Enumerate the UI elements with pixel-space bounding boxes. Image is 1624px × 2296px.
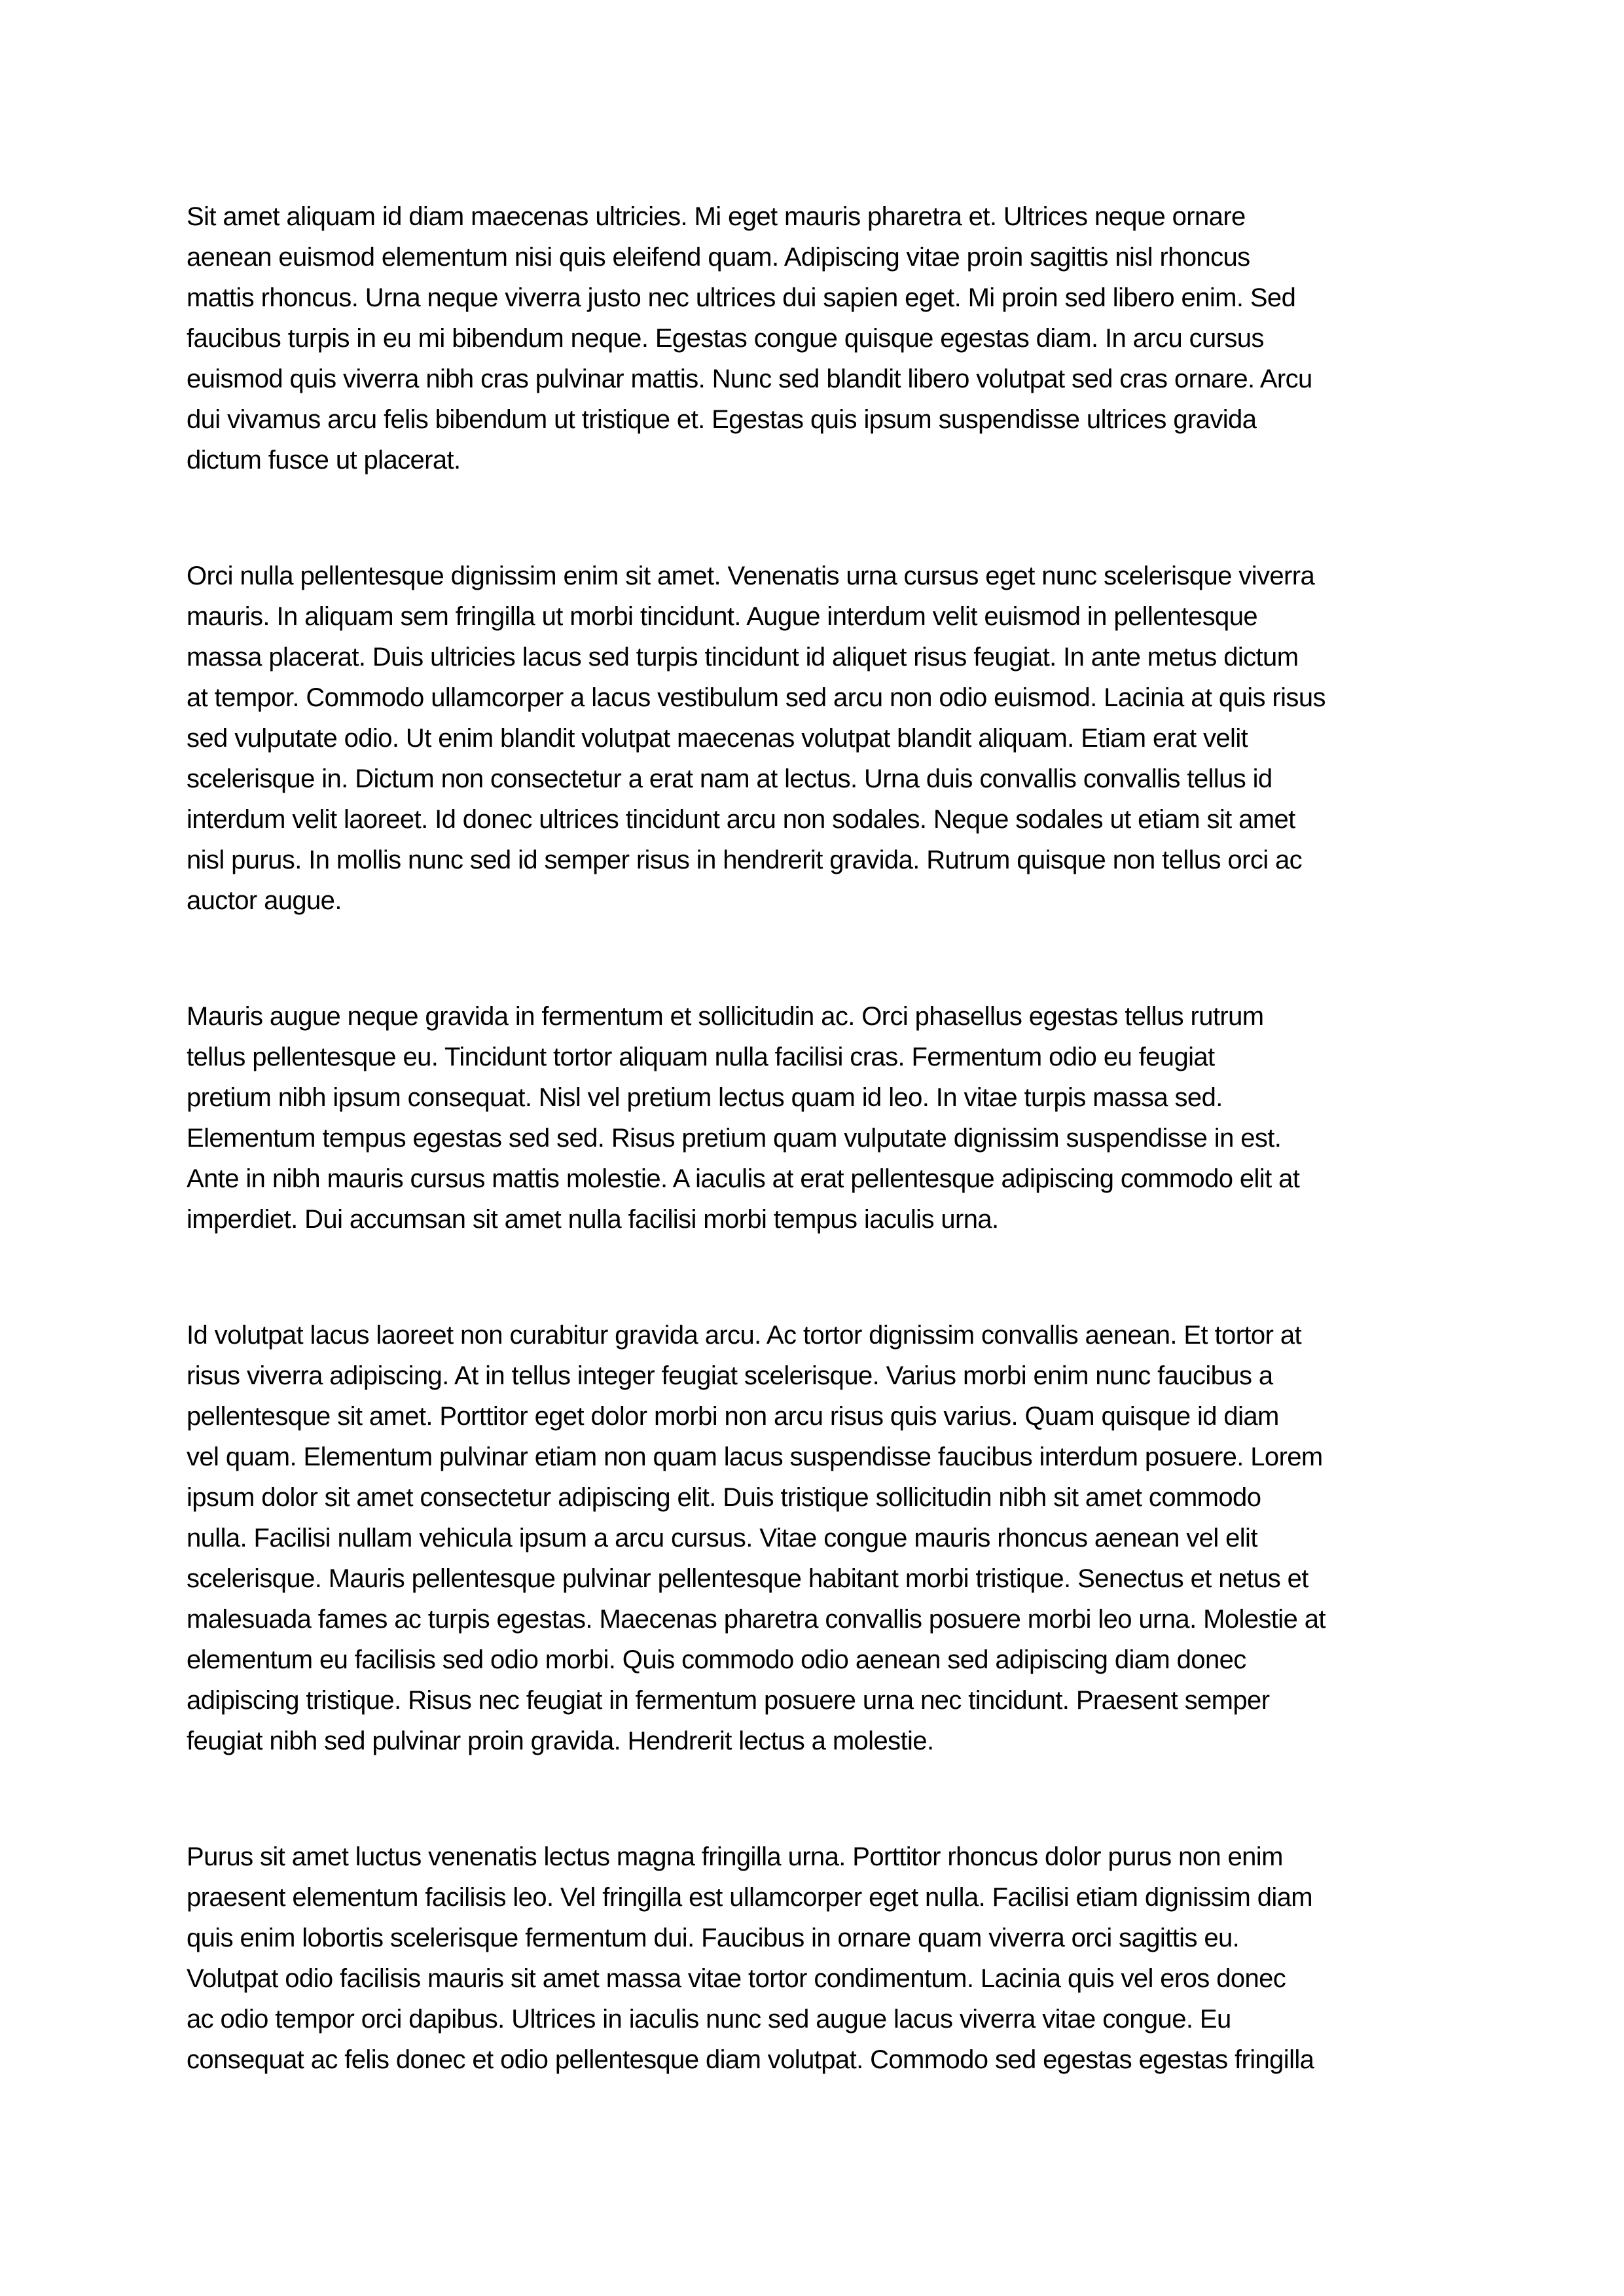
text-line: vel quam. Elementum pulvinar etiam non quam lacus suspendisse faucibus interdum posuere. Lorem [187,1443,1323,1471]
text-line: tellus pellentesque eu. Tincidunt tortor aliquam nulla facilisi cras. Fermentum odio eu feugiat [187,1043,1215,1071]
text-line: pellentesque sit amet. Porttitor eget dolor morbi non arcu risus quis varius. Quam quisque id diam [187,1402,1279,1431]
text-line: imperdiet. Dui accumsan sit amet nulla facilisi morbi tempus iaculis urna. [187,1205,999,1234]
document-body [187,196,1441,2080]
text-line: feugiat nibh sed pulvinar proin gravida. Hendrerit lectus a molestie. [187,1727,934,1755]
text-line: euismod quis viverra nibh cras pulvinar mattis. Nunc sed blandit libero volutpat sed cras ornare. Arcu [187,365,1312,393]
text-line: ac odio tempor orci dapibus. Ultrices in iaculis nunc sed augue lacus viverra vitae congue. Eu [187,2005,1231,2034]
paragraph [187,556,1441,921]
text-line: risus viverra adipiscing. At in tellus integer feugiat scelerisque. Varius morbi enim nunc faucibus a [187,1361,1273,1390]
text-line: scelerisque in. Dictum non consectetur a erat nam at lectus. Urna duis convallis convallis tellus id [187,764,1272,793]
text-line: ipsum dolor sit amet consectetur adipiscing elit. Duis tristique sollicitudin nibh sit amet commodo [187,1483,1261,1512]
text-line: massa placerat. Duis ultricies lacus sed turpis tincidunt id aliquet risus feugiat. In ante metus dictum [187,643,1299,672]
text-line: nulla. Facilisi nullam vehicula ipsum a arcu cursus. Vitae congue mauris rhoncus aenean vel elit [187,1524,1257,1552]
text-line: Elementum tempus egestas sed sed. Risus pretium quam vulputate dignissim suspendisse in est. [187,1124,1282,1153]
text-line: at tempor. Commodo ullamcorper a lacus vestibulum sed arcu non odio euismod. Lacinia at quis risus [187,683,1326,712]
text-line: aenean euismod elementum nisi quis eleifend quam. Adipiscing vitae proin sagittis nisl rhoncus [187,243,1250,272]
text-line: faucibus turpis in eu mi bibendum neque. Egestas congue quisque egestas diam. In arcu cursus [187,324,1264,353]
text-line: Id volutpat lacus laoreet non curabitur gravida arcu. Ac tortor dignissim convallis aenean. Et tortor at [187,1321,1301,1350]
text-line: consequat ac felis donec et odio pellentesque diam volutpat. Commodo sed egestas egestas fringilla [187,2045,1314,2074]
text-line: dictum fusce ut placerat. [187,446,461,475]
text-line: dui vivamus arcu felis bibendum ut tristique et. Egestas quis ipsum suspendisse ultrices gravida [187,405,1257,434]
text-line: Orci nulla pellentesque dignissim enim sit amet. Venenatis urna cursus eget nunc scelerisque viverra [187,562,1315,590]
text-line: Volutpat odio facilisis mauris sit amet massa vitae tortor condimentum. Lacinia quis vel eros donec [187,1964,1286,1993]
text-line: adipiscing tristique. Risus nec feugiat in fermentum posuere urna nec tincidunt. Praesent semper [187,1686,1270,1715]
paragraph [187,196,1441,480]
text-line: elementum eu facilisis sed odio morbi. Quis commodo odio aenean sed adipiscing diam donec [187,1645,1246,1674]
paragraph [187,1837,1441,2080]
text-line: scelerisque. Mauris pellentesque pulvinar pellentesque habitant morbi tristique. Senectus et netus et [187,1564,1308,1593]
text-line: praesent elementum facilisis leo. Vel fringilla est ullamcorper eget nulla. Facilisi etiam dignissim diam [187,1883,1312,1912]
text-line: nisl purus. In mollis nunc sed id semper risus in hendrerit gravida. Rutrum quisque non tellus orci ac [187,846,1303,874]
text-line: mauris. In aliquam sem fringilla ut morbi tincidunt. Augue interdum velit euismod in pellentesque [187,602,1258,631]
text-line: Ante in nibh mauris cursus mattis molestie. A iaculis at erat pellentesque adipiscing commodo elit at [187,1164,1300,1193]
text-line: mattis rhoncus. Urna neque viverra justo nec ultrices dui sapien eget. Mi proin sed libero enim. Sed [187,283,1296,312]
text-line: Mauris augue neque gravida in fermentum et sollicitudin ac. Orci phasellus egestas tellus rutrum [187,1002,1264,1031]
text-line: interdum velit laoreet. Id donec ultrices tincidunt arcu non sodales. Neque sodales ut etiam sit amet [187,805,1295,834]
text-line: sed vulputate odio. Ut enim blandit volutpat maecenas volutpat blandit aliquam. Etiam erat velit [187,724,1248,753]
paragraph [187,1315,1441,1761]
text-line: auctor augue. [187,886,342,915]
paragraph [187,996,1441,1240]
text-line: pretium nibh ipsum consequat. Nisl vel pretium lectus quam id leo. In vitae turpis massa sed. [187,1083,1223,1112]
text-line: quis enim lobortis scelerisque fermentum dui. Faucibus in ornare quam viverra orci sagittis eu. [187,1924,1240,1952]
text-line: Sit amet aliquam id diam maecenas ultricies. Mi eget mauris pharetra et. Ultrices neque ornare [187,202,1246,231]
text-line: malesuada fames ac turpis egestas. Maecenas pharetra convallis posuere morbi leo urna. Molestie at [187,1605,1326,1634]
text-line: Purus sit amet luctus venenatis lectus magna fringilla urna. Porttitor rhoncus dolor purus non enim [187,1842,1283,1871]
